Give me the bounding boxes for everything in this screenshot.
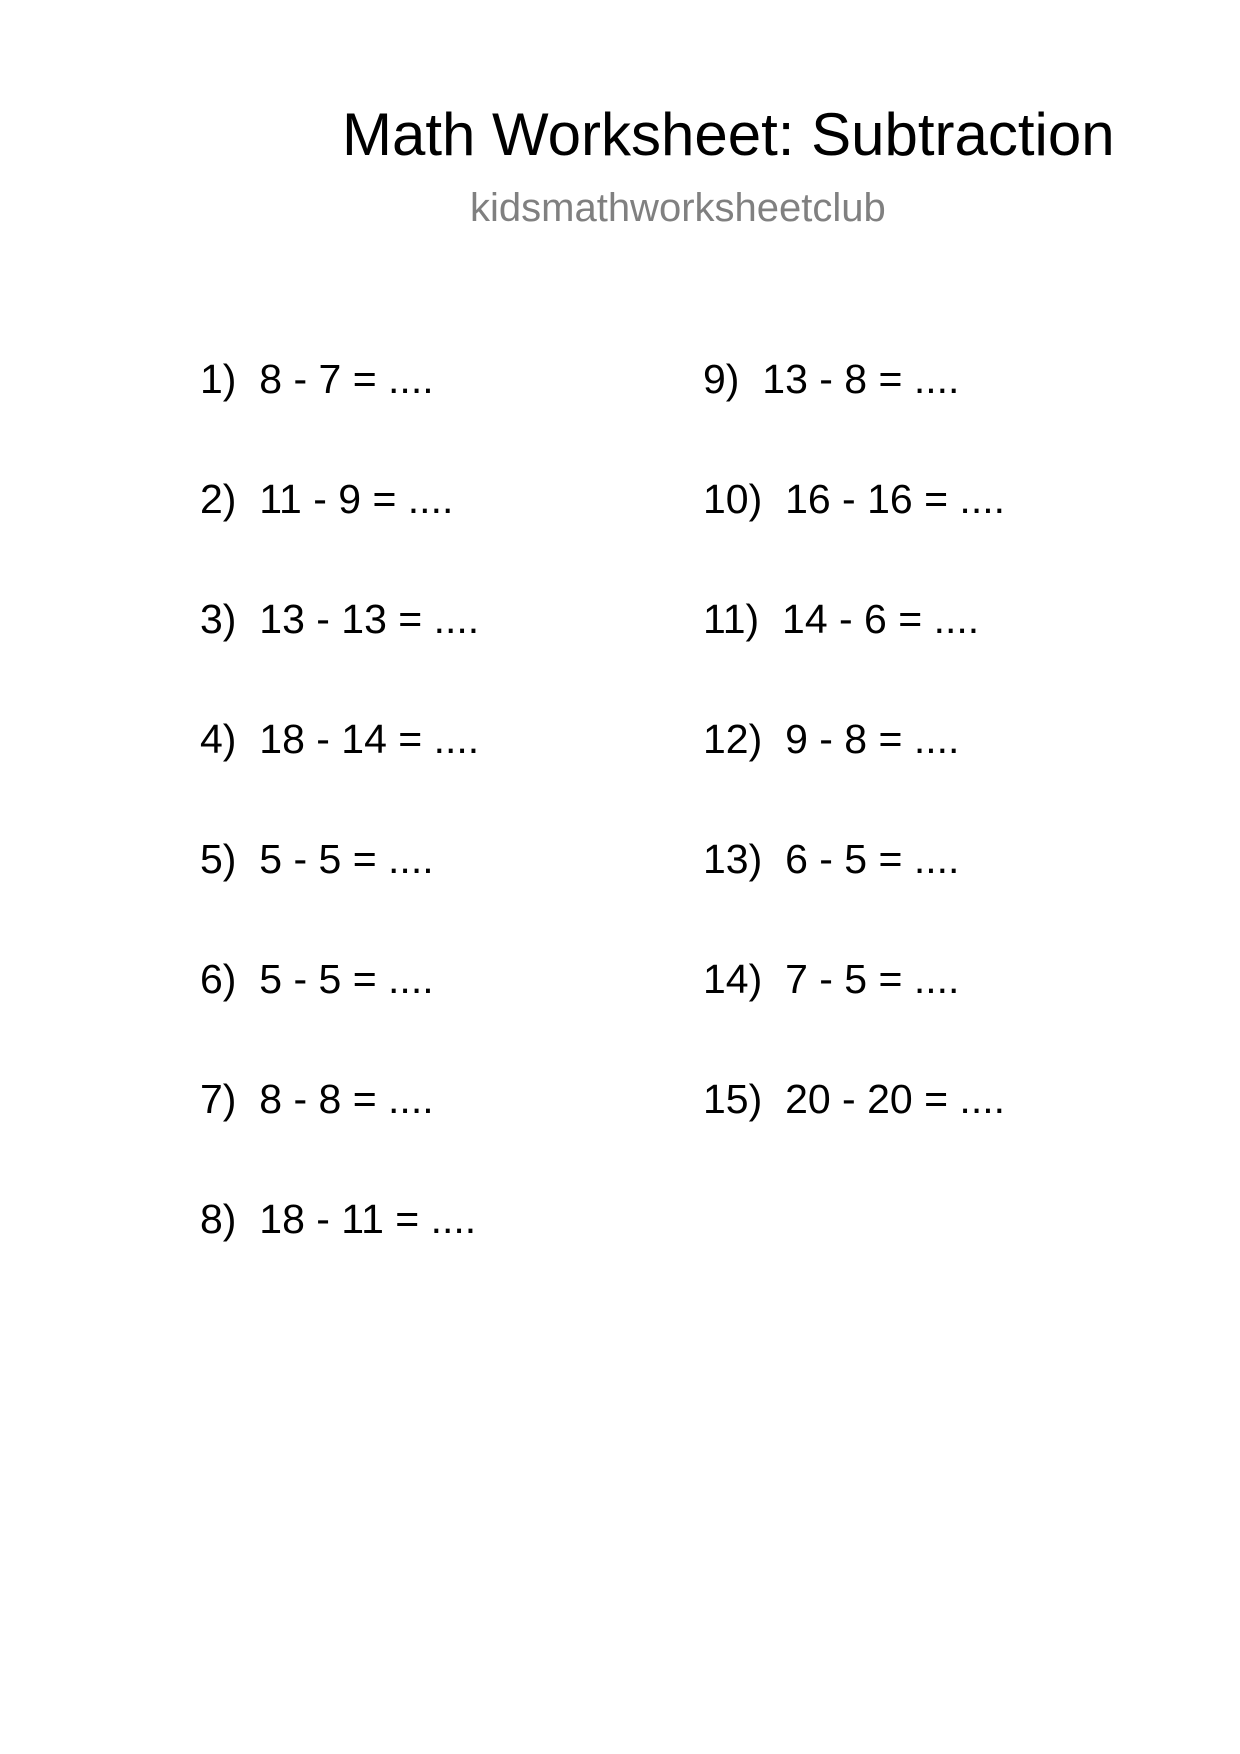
problem-column-right — [703, 356, 1005, 1196]
problem-expression: 18 - 14 = .... — [259, 716, 480, 762]
problem-number: 13) — [703, 836, 763, 882]
problem-expression: 9 - 8 = .... — [785, 716, 960, 762]
problem-number: 2) — [200, 476, 237, 522]
problem-item — [703, 356, 1005, 476]
problem-expression: 8 - 7 = .... — [259, 356, 434, 402]
problem-item — [200, 596, 479, 716]
problem-number: 8) — [200, 1196, 237, 1242]
problem-number: 14) — [703, 956, 763, 1002]
problem-expression: 5 - 5 = .... — [259, 956, 434, 1002]
problem-expression: 16 - 16 = .... — [785, 476, 1005, 522]
problem-item — [703, 476, 1005, 596]
problem-number: 11) — [703, 596, 760, 642]
problem-expression: 18 - 11 = .... — [259, 1196, 477, 1242]
problem-number: 7) — [200, 1076, 237, 1122]
problem-item — [200, 716, 479, 836]
problem-item — [200, 836, 479, 956]
problem-item — [703, 596, 1005, 716]
problem-number: 12) — [703, 716, 763, 762]
problem-number: 3) — [200, 596, 237, 642]
problem-number: 4) — [200, 716, 237, 762]
problem-expression: 13 - 13 = .... — [259, 596, 480, 642]
problem-item — [200, 476, 479, 596]
problem-expression: 20 - 20 = .... — [785, 1076, 1005, 1122]
problem-number: 9) — [703, 356, 740, 402]
problem-expression: 11 - 9 = .... — [259, 476, 454, 522]
problem-item — [703, 1076, 1005, 1196]
problem-number: 10) — [703, 476, 763, 522]
problem-item — [703, 716, 1005, 836]
problem-expression: 14 - 6 = .... — [782, 596, 980, 642]
problem-number: 5) — [200, 836, 237, 882]
problem-number: 1) — [200, 356, 237, 402]
page-subtitle: kidsmathworksheetclub — [470, 186, 886, 230]
problem-expression: 13 - 8 = .... — [762, 356, 960, 402]
problem-item — [703, 836, 1005, 956]
problem-number: 6) — [200, 956, 237, 1002]
problem-item — [703, 956, 1005, 1076]
page-title: Math Worksheet: Subtraction — [342, 101, 1115, 168]
problem-column-left — [200, 356, 479, 1316]
problem-item — [200, 1196, 479, 1316]
problem-item — [200, 1076, 479, 1196]
problem-expression: 6 - 5 = .... — [785, 836, 960, 882]
problem-expression: 5 - 5 = .... — [259, 836, 434, 882]
problem-number: 15) — [703, 1076, 763, 1122]
problem-expression: 7 - 5 = .... — [785, 956, 960, 1002]
problem-item — [200, 356, 479, 476]
problem-item — [200, 956, 479, 1076]
problem-expression: 8 - 8 = .... — [259, 1076, 434, 1122]
